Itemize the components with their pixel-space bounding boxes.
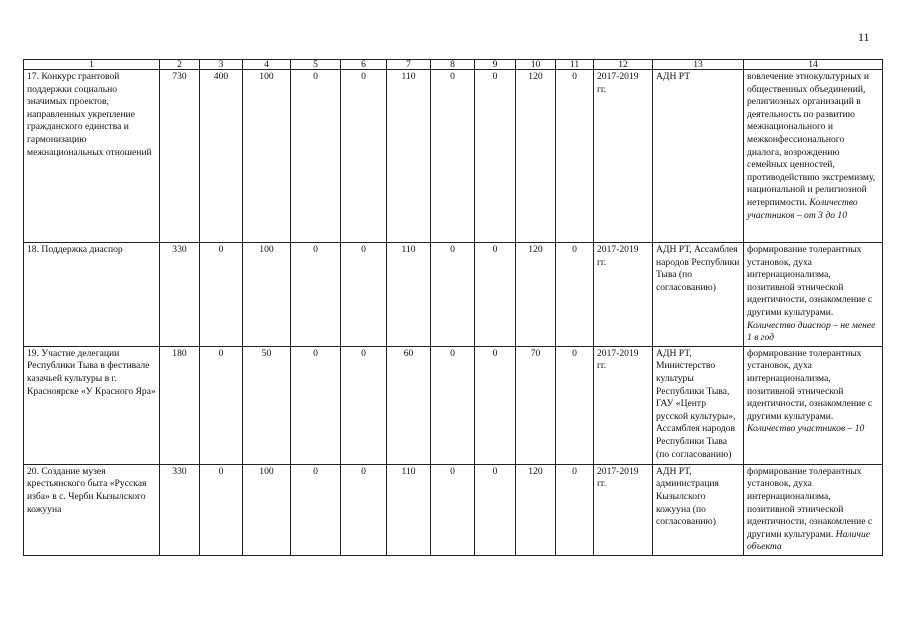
responsible-cell: АДН РТ, администрация Кызылского кожууна (по согласованию) <box>653 464 744 555</box>
column-header: 6 <box>341 60 387 70</box>
result-text: вовлечение этнокультурных и общественных объединений, религиозных организаций в деятельность по развитию межнационального и межконфессионального диалога, возрождению семейных ценностей, противодействию экстремизму, национальной и религиозной нетерпимости. <box>747 71 876 208</box>
column-number-header-row <box>24 60 883 70</box>
result-indicator: Наличие объекта <box>747 528 870 553</box>
amount-cell: 0 <box>475 243 516 347</box>
amount-cell: 70 <box>516 346 556 464</box>
table-row <box>24 464 883 555</box>
amount-cell: 50 <box>243 346 291 464</box>
result-indicator: Количество диаспор – не менее 1 в год <box>747 319 876 344</box>
amount-cell: 60 <box>387 346 431 464</box>
column-header: 5 <box>291 60 341 70</box>
total-amount-cell: 330 <box>160 464 200 555</box>
amount-cell: 0 <box>431 70 475 243</box>
column-header: 4 <box>243 60 291 70</box>
amount-cell: 100 <box>243 243 291 347</box>
amount-cell: 0 <box>291 346 341 464</box>
amount-cell: 0 <box>341 346 387 464</box>
amount-cell: 400 <box>200 70 243 243</box>
total-amount-cell: 330 <box>160 243 200 347</box>
amount-cell: 0 <box>200 243 243 347</box>
column-header: 14 <box>744 60 883 70</box>
amount-cell: 0 <box>556 346 594 464</box>
amount-cell: 0 <box>556 70 594 243</box>
amount-cell: 0 <box>431 464 475 555</box>
activity-name-cell: 20. Создание музея крестьянского быта «Русская изба» в с. Черби Кызылского кожууна <box>24 464 160 555</box>
column-header: 3 <box>200 60 243 70</box>
column-header: 8 <box>431 60 475 70</box>
activity-name-cell: 17. Конкурс грантовой поддержки социально значимых проектов, направленных укрепление гражданского единства и гармонизацию межнациональных отношений <box>24 70 160 243</box>
result-text: формирование толерантных установок, духа интернационализма, позитивной этнической идентичности, ознакомление с другими культурами. <box>747 244 873 318</box>
period-cell: 2017-2019 гг. <box>594 346 653 464</box>
period-cell: 2017-2019 гг. <box>594 243 653 347</box>
amount-cell: 0 <box>431 346 475 464</box>
column-header: 11 <box>556 60 594 70</box>
amount-cell: 120 <box>516 243 556 347</box>
activity-name-cell: 19. Участие делегации Республики Тыва в фестивале казачьей культуры в г. Красноярске «У Красного Яра» <box>24 346 160 464</box>
amount-cell: 0 <box>556 243 594 347</box>
responsible-cell: АДН РТ <box>653 70 744 243</box>
amount-cell: 0 <box>475 346 516 464</box>
page-number: 11 <box>858 30 870 44</box>
amount-cell: 110 <box>387 464 431 555</box>
amount-cell: 0 <box>556 464 594 555</box>
column-header: 12 <box>594 60 653 70</box>
amount-cell: 100 <box>243 70 291 243</box>
table-row <box>24 346 883 464</box>
amount-cell: 110 <box>387 243 431 347</box>
amount-cell: 120 <box>516 464 556 555</box>
amount-cell: 0 <box>200 464 243 555</box>
amount-cell: 0 <box>341 464 387 555</box>
expected-result-cell <box>744 464 883 555</box>
expected-result-cell <box>744 346 883 464</box>
amount-cell: 0 <box>431 243 475 347</box>
amount-cell: 110 <box>387 70 431 243</box>
amount-cell: 0 <box>341 70 387 243</box>
result-indicator: Количество участников – 10 <box>747 423 865 435</box>
amount-cell: 120 <box>516 70 556 243</box>
result-text: формирование толерантных установок, духа интернационализма, позитивной этнической идентичности, ознакомление с другими культурами. <box>747 465 873 540</box>
responsible-cell: АДН РТ, Министерство культуры Республики Тыва, ГАУ «Центр русской культуры», Ассамблея народов Республики Тыва (по согласованию) <box>653 346 744 464</box>
total-amount-cell: 180 <box>160 346 200 464</box>
table-row <box>24 70 883 243</box>
table-row <box>24 243 883 347</box>
amount-cell: 0 <box>475 464 516 555</box>
responsible-cell: АДН РТ, Ассамблея народов Республики Тыва (по согласованию) <box>653 243 744 347</box>
column-header: 10 <box>516 60 556 70</box>
period-cell: 2017-2019 гг. <box>594 70 653 243</box>
expected-result-cell <box>744 243 883 347</box>
column-header: 7 <box>387 60 431 70</box>
amount-cell: 100 <box>243 464 291 555</box>
total-amount-cell: 730 <box>160 70 200 243</box>
amount-cell: 0 <box>291 464 341 555</box>
amount-cell: 0 <box>475 70 516 243</box>
column-header: 2 <box>160 60 200 70</box>
column-header: 9 <box>475 60 516 70</box>
program-activities-table <box>23 59 883 556</box>
column-header: 13 <box>653 60 744 70</box>
amount-cell: 0 <box>291 70 341 243</box>
column-header: 1 <box>24 60 160 70</box>
amount-cell: 0 <box>200 346 243 464</box>
result-text: формирование толерантных установок, духа интернационализма, позитивной этнической идентичности, ознакомление с другими культурами. <box>747 347 873 422</box>
amount-cell: 0 <box>291 243 341 347</box>
period-cell: 2017-2019 гг. <box>594 464 653 555</box>
amount-cell: 0 <box>341 243 387 347</box>
expected-result-cell <box>744 70 883 243</box>
result-indicator: Количество участников – от 3 до 10 <box>747 196 858 221</box>
activity-name-cell: 18. Поддержка диаспор <box>24 243 160 347</box>
